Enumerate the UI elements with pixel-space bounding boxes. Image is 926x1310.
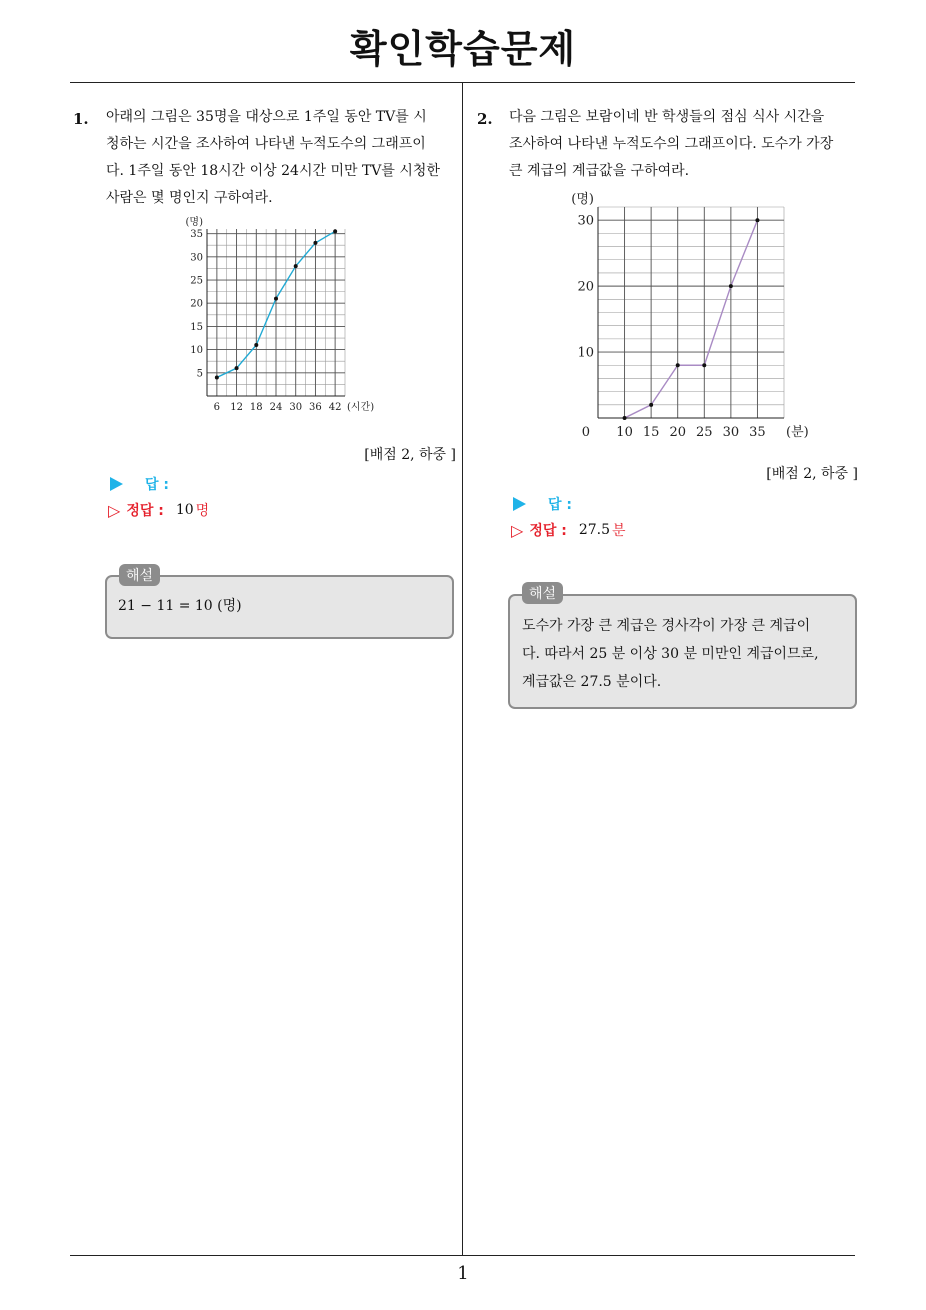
outline-triangle-icon: ▷	[108, 500, 121, 520]
data-point	[729, 284, 733, 288]
y-tick-label: 15	[190, 321, 203, 333]
data-point	[313, 241, 317, 245]
y-axis-label: (명)	[185, 217, 203, 228]
x-tick-label: 15	[642, 425, 660, 440]
question-1-line: 아래의 그림은 35명을 대상으로 1주일 동안 TV를 시	[106, 109, 427, 125]
data-point	[702, 363, 706, 367]
question-1-score: [배점 2, 하중 ]	[364, 447, 456, 463]
chart-2-cumulative-lunch-minutes	[565, 192, 809, 443]
explanation-line: 계급값은 27.5 분이다.	[522, 674, 662, 690]
question-1-line: 다. 1주일 동안 18시간 이상 24시간 미만 TV를 시청한	[106, 163, 440, 179]
data-point	[254, 343, 258, 347]
question-2-explanation-text	[522, 612, 844, 696]
x-tick-label: 36	[309, 402, 322, 413]
x-axis-label: (시간)	[347, 402, 375, 413]
correct-label: 정답 :	[529, 523, 567, 539]
x-tick-label: 10	[616, 425, 633, 440]
data-point	[294, 264, 298, 268]
bottom-rule	[70, 1255, 855, 1256]
data-line	[625, 220, 758, 418]
question-1-line: 청하는 시간을 조사하여 나타낸 누적도수의 그래프이	[106, 136, 426, 152]
x-tick-label: 20	[669, 425, 686, 440]
y-tick-label: 25	[190, 275, 203, 287]
question-2-correct-row	[511, 520, 626, 540]
question-2-line: 큰 계급의 계급값을 구하여라.	[509, 163, 690, 179]
question-1-explanation-tag: 해설	[119, 564, 160, 586]
filled-triangle-icon	[110, 477, 123, 491]
y-axis-label: (명)	[571, 192, 594, 207]
question-2-text	[509, 104, 859, 185]
x-axis-label: (분)	[786, 425, 809, 440]
column-divider	[462, 82, 463, 1256]
question-1-line: 사람은 몇 명인지 구하여라.	[106, 190, 273, 206]
correct-value: 27.5	[578, 522, 611, 538]
x-tick-label: 30	[289, 402, 303, 413]
correct-value: 10	[175, 502, 194, 518]
x-tick-label: 42	[328, 402, 342, 413]
page-number: 1	[457, 1263, 469, 1284]
filled-triangle-icon	[513, 497, 526, 511]
data-point	[235, 366, 239, 370]
y-tick-label: 10	[190, 345, 203, 357]
data-point	[215, 375, 219, 379]
answer-label: 답 :	[145, 477, 169, 493]
x-tick-label: 35	[749, 425, 766, 440]
x-tick-label: 25	[696, 425, 713, 440]
question-2-line: 다음 그림은 보람이네 반 학생들의 점심 식사 시간을	[509, 109, 825, 125]
correct-unit: 명	[195, 503, 210, 519]
question-1-answer-row	[110, 474, 169, 494]
y-tick-label: 5	[196, 368, 203, 380]
x-tick-label: 24	[269, 402, 283, 413]
y-tick-label: 20	[190, 298, 203, 310]
correct-label: 정답 :	[126, 503, 164, 519]
explanation-line: 도수가 가장 큰 계급은 경사각이 가장 큰 계급이	[522, 618, 811, 634]
y-tick-label: 30	[190, 252, 203, 264]
origin-label: 0	[581, 425, 590, 440]
chart-1-cumulative-tv-hours	[185, 215, 385, 420]
explanation-line: 다. 따라서 25 분 이상 30 분 미만인 계급이므로,	[522, 646, 819, 662]
question-2-line: 조사하여 나타낸 누적도수의 그래프이다. 도수가 가장	[509, 136, 834, 152]
data-point	[274, 297, 278, 301]
question-1-number: 1.	[73, 110, 89, 128]
x-tick-label: 18	[249, 402, 263, 413]
answer-label: 답 :	[548, 497, 572, 513]
question-1-explanation-text	[118, 592, 443, 620]
question-1-text	[106, 104, 456, 212]
data-point	[623, 416, 627, 420]
page-title: 확인학습문제	[349, 27, 577, 71]
question-2-score: [배점 2, 하중 ]	[766, 466, 858, 482]
question-2-number: 2.	[477, 110, 493, 128]
x-tick-label: 12	[230, 402, 243, 413]
y-tick-label: 10	[577, 345, 594, 361]
question-2-explanation-tag: 해설	[522, 582, 563, 604]
question-2-answer-row	[513, 494, 572, 514]
data-point	[755, 218, 759, 222]
explanation-line: 21 − 11 = 10 (명)	[118, 598, 242, 614]
question-1-correct-row	[108, 500, 209, 520]
y-tick-label: 20	[577, 279, 594, 295]
y-tick-label: 35	[190, 229, 203, 241]
x-tick-label: 30	[722, 425, 740, 440]
outline-triangle-icon: ▷	[511, 520, 524, 540]
data-point	[333, 229, 337, 233]
data-point	[676, 363, 680, 367]
correct-unit: 분	[612, 523, 626, 539]
data-point	[649, 403, 653, 407]
y-tick-label: 30	[577, 213, 594, 229]
x-tick-label: 6	[213, 402, 221, 413]
